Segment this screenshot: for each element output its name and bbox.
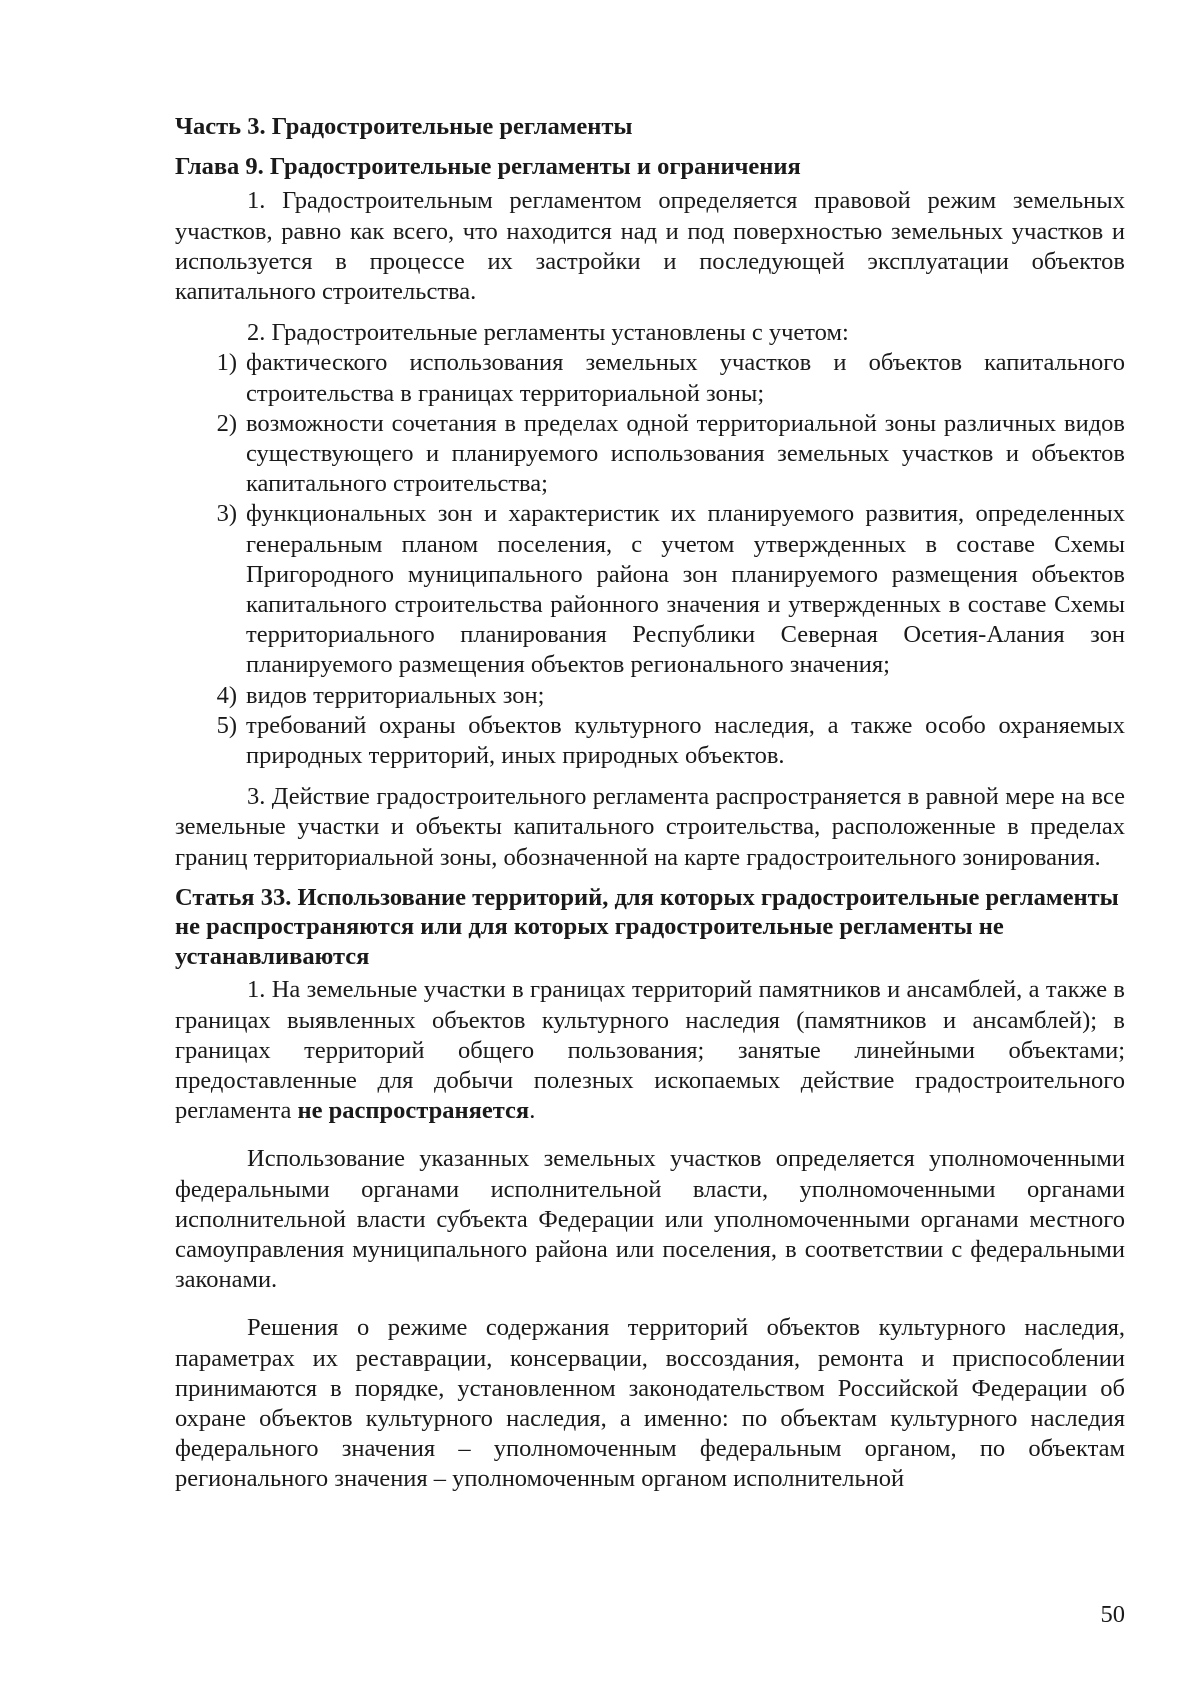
article-paragraph-1-end: . xyxy=(529,1097,536,1125)
list-item-text: функциональных зон и характеристик их планируемого развития, определенных генеральным планом поселения, с учетом утвержденных в составе Схемы Пригородного муниципального района зон планируемого размещения объектов капитального строительства районного значения и утвержденных в составе Схемы территориального планирования Республики Северная Осетия-Алания зон планируемого размещения объектов регионального значения; xyxy=(246,500,1125,679)
list-item xyxy=(175,681,1125,711)
list-item xyxy=(175,348,1125,408)
list-item-number: 3) xyxy=(216,500,237,528)
list-item-text: видов территориальных зон; xyxy=(246,681,545,709)
article-paragraph-1-text: 1. На земельные участки в границах территорий памятников и ансамблей, а также в границах выявленных объектов культурного наследия (памятников и ансамблей); в границах территорий общего пользования; занятые линейными объектами; предоставленные для добычи полезных ископаемых действие градостроительного регламента xyxy=(175,976,1125,1125)
document-page xyxy=(175,112,1125,1495)
paragraph-1: 1. Градостроительным регламентом определяется правовой режим земельных участков, равно как всего, что находится над и под поверхностью земельных участков и используется в процессе их застройки и последующей эксплуатации объектов капитального строительства. xyxy=(175,187,1125,306)
page-number: 50 xyxy=(1100,1601,1125,1628)
list-item xyxy=(175,711,1125,771)
list-item-text: возможности сочетания в пределах одной территориальной зоны различных видов существующего и планируемого использования земельных участков и объектов капитального строительства; xyxy=(246,409,1125,498)
list-item-text: требований охраны объектов культурного наследия, а также особо охраняемых природных территорий, иных природных объектов. xyxy=(246,711,1125,770)
list-item xyxy=(175,409,1125,500)
article-title: Статья 33. Использование территорий, для которых градостроительные регламенты не распространяются или для которых градостроительные регламенты не устанавливаются xyxy=(175,883,1119,970)
paragraph-3: 3. Действие градостроительного регламента распространяется в равной мере на все земельные участки и объекты капитального строительства, расположенные в пределах границ территориальной зоны, обозначенной на карте градостроительного зонирования. xyxy=(175,783,1125,871)
list-item-number: 1) xyxy=(216,349,237,377)
article-paragraph-3: Решения о режиме содержания территорий объектов культурного наследия, параметрах их реставрации, консервации, воссоздания, ремонта и приспособлении принимаются в порядке, установленном законодательством Российской Федерации об охране объектов культурного наследия, а именно: по объектам культурного наследия федерального значения – уполномоченным федеральным органом, по объектам регионального значения – уполномоченным органом исполнительной xyxy=(175,1314,1125,1493)
list-item-number: 2) xyxy=(216,409,237,437)
article-paragraph-1 xyxy=(175,975,1125,1126)
list-item-number: 5) xyxy=(216,711,237,739)
list-item xyxy=(175,499,1125,680)
part-title: Часть 3. Градостроительные регламенты xyxy=(175,113,633,140)
article-paragraph-1-emphasis: не распространяется xyxy=(297,1097,530,1125)
considerations-list xyxy=(175,348,1125,771)
list-item-text: фактического использования земельных участков и объектов капитального строительства в границах территориальной зоны; xyxy=(246,349,1125,407)
article-paragraph-2: Использование указанных земельных участков определяется уполномоченными федеральными органами исполнительной власти, уполномоченными органами исполнительной власти субъекта Федерации или уполномоченными органами местного самоуправления муниципального района или поселения, в соответствии с федеральными законами. xyxy=(175,1145,1125,1294)
paragraph-2-intro: 2. Градостроительные регламенты установлены с учетом: xyxy=(247,319,849,347)
list-item-number: 4) xyxy=(216,681,237,709)
chapter-title: Глава 9. Градостроительные регламенты и ограничения xyxy=(175,153,801,181)
